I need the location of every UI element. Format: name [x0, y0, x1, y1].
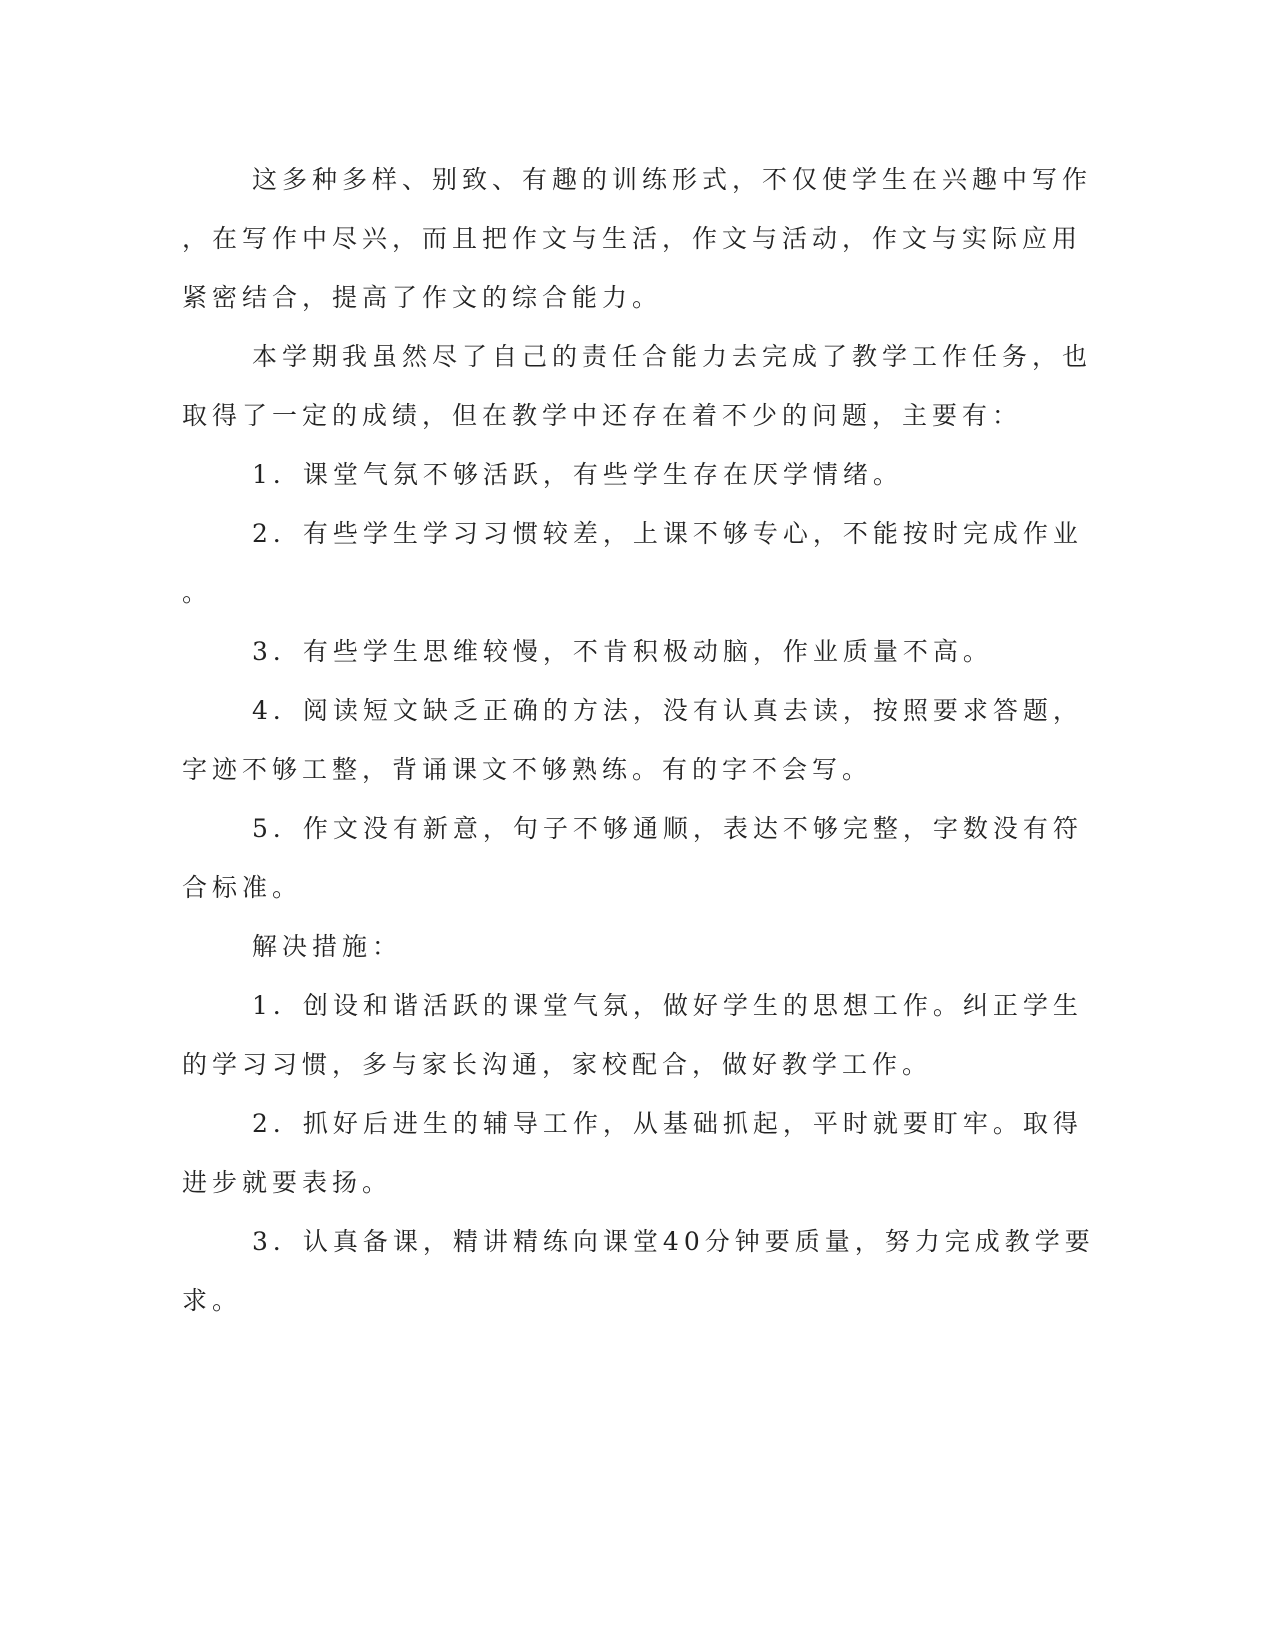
text-line: 求。	[182, 1286, 243, 1315]
text-line: ，在写作中尽兴，而且把作文与生活，作文与活动，作文与实际应用	[182, 224, 1083, 253]
text-line: 这多种多样、别致、有趣的训练形式，不仅使学生在兴趣中写作	[252, 165, 1093, 194]
text-line: 进步就要表扬。	[182, 1168, 393, 1197]
text-line: 2．有些学生学习习惯较差，上课不够专心，不能按时完成作业	[252, 519, 1083, 548]
text-line: 5．作文没有新意，句子不够通顺，表达不够完整，字数没有符	[252, 814, 1083, 843]
text-line: 1．创设和谐活跃的课堂气氛，做好学生的思想工作。纠正学生	[252, 991, 1083, 1020]
text-line: 字迹不够工整，背诵课文不够熟练。有的字不会写。	[182, 755, 873, 784]
text-line: 取得了一定的成绩，但在教学中还存在着不少的问题，主要有：	[182, 401, 1023, 430]
text-line: 合标准。	[182, 873, 303, 902]
text-line: 解决措施：	[252, 932, 403, 961]
text-line: 。	[182, 578, 213, 607]
text-line: 的学习习惯，多与家长沟通，家校配合，做好教学工作。	[182, 1050, 933, 1079]
text-line: 3．认真备课，精讲精练向课堂40分钟要质量，努力完成教学要	[252, 1227, 1095, 1256]
text-line: 紧密结合，提高了作文的综合能力。	[182, 283, 663, 312]
text-line: 4．阅读短文缺乏正确的方法，没有认真去读，按照要求答题，	[252, 696, 1083, 725]
text-line: 2．抓好后进生的辅导工作，从基础抓起，平时就要盯牢。取得	[252, 1109, 1083, 1138]
text-line: 本学期我虽然尽了自己的责任合能力去完成了教学工作任务，也	[252, 342, 1093, 371]
text-line: 3．有些学生思维较慢，不肯积极动脑，作业质量不高。	[252, 637, 993, 666]
text-line: 1．课堂气氛不够活跃，有些学生存在厌学情绪。	[252, 460, 903, 489]
